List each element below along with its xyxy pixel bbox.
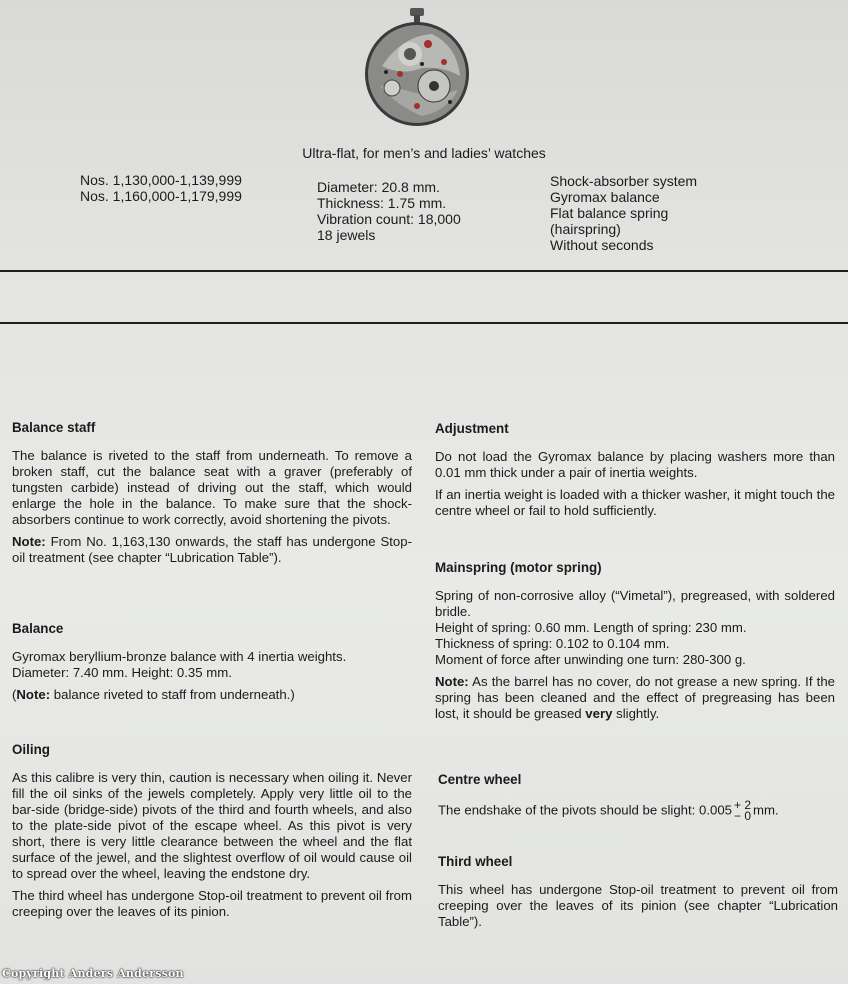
endshake-text: The endshake of the pivots should be slight: 0.005 <box>438 802 732 818</box>
adjustment-text-2: If an inertia weight is loaded with a thicker washer, it might touch the centre wheel or fail to hold sufficiently. <box>435 487 835 518</box>
feature-gyromax: Gyromax balance <box>550 189 660 205</box>
mainspring-line-3: Thickness of spring: 0.102 to 0.104 mm. <box>435 636 670 651</box>
heading-third-wheel: Third wheel <box>438 854 513 869</box>
movement-caption: Ultra-flat, for men’s and ladies’ watches <box>302 145 546 161</box>
divider-top <box>0 270 848 272</box>
note-label: Note: <box>435 674 469 689</box>
mainspring-line-1: Spring of non-corrosive alloy (“Vimetal”), pregreased, with soldered bridle. <box>435 588 835 619</box>
heading-mainspring: Mainspring (motor spring) <box>435 560 602 575</box>
divider-bottom <box>0 322 848 324</box>
tolerance-plus: + 2 <box>734 798 752 812</box>
movement-photo <box>362 6 472 131</box>
balance-note <box>12 687 412 703</box>
note-label: Note: <box>16 687 51 702</box>
feature-hairspring: (hairspring) <box>550 221 621 237</box>
feature-flat-spring: Flat balance spring <box>550 205 669 221</box>
balance-staff-note <box>12 534 412 566</box>
note-paren: ( <box>12 687 17 702</box>
oiling-text: As this calibre is very thin, caution is necessary when oiling it. Never fill the oil sinks of the jewels completely. Apply very little oil to the bar-side (bridge-side) pivots of the third and fourth wheels, and also to the plate-side pivot of the escape wheel. As this pivot is very short, there is very little clearance between the wheel and the flat surface of the jewel, and the slightest overflow of oil would cause oil to spread over the wheel, leaving the endstone dry. <box>12 770 412 881</box>
section-oiling <box>12 742 412 926</box>
note-text: From No. 1,163,130 onwards, the staff has undergone Stop-oil treatment (see chapter “Lubrication Table”). <box>12 534 412 565</box>
section-mainspring <box>435 560 835 728</box>
heading-oiling: Oiling <box>12 742 50 757</box>
heading-balance-staff: Balance staff <box>12 420 96 435</box>
third-wheel-text: This wheel has undergone Stop-oil treatment to prevent oil from creeping over the leaves of its pinion (see chapter “Lubrication Table”). <box>438 882 838 929</box>
note-text-pre: As the barrel has no cover, do not grease a new spring. If the spring has been cleaned and the effect of pregreasing has been lost, it should be greased <box>435 674 836 721</box>
note-text-emphasis: very <box>585 706 613 721</box>
section-balance-staff <box>12 420 412 572</box>
serial-range-1: Nos. 1,130,000-1,139,999 <box>80 172 242 188</box>
balance-staff-text: The balance is riveted to the staff from underneath. To remove a broken staff, cut the balance seat with a graver (preferably of tungsten carbide) instead of driving out the staff, which would enlarge the hole in the balance. To make sure that the shock-absorbers continue to work correctly, avoid shortening the pivots. <box>12 448 412 527</box>
feature-no-seconds: Without seconds <box>550 237 654 253</box>
mainspring-line-4: Moment of force after unwinding one turn: 280-300 g. <box>435 652 746 667</box>
balance-line-1: Gyromax beryllium-bronze balance with 4 inertia weights. <box>12 649 347 664</box>
serial-range-2: Nos. 1,160,000-1,179,999 <box>80 188 242 204</box>
feature-shock: Shock-absorber system <box>550 173 698 189</box>
section-adjustment <box>435 421 835 525</box>
feature-list <box>550 173 697 253</box>
tolerance-minus: − 0 <box>734 809 752 823</box>
tolerance <box>734 800 751 822</box>
section-balance <box>12 621 412 709</box>
note-text-post: slightly. <box>616 706 660 721</box>
adjustment-text-1: Do not load the Gyromax balance by placing washers more than 0.01 mm thick under a pair of inertia weights. <box>435 449 835 480</box>
copyright-watermark: Copyright Anders Andersson <box>2 967 184 980</box>
spec-jewels: 18 jewels <box>317 227 376 243</box>
heading-balance: Balance <box>12 621 64 636</box>
spec-thickness: Thickness: 1.75 mm. <box>317 195 447 211</box>
section-centre-wheel <box>438 772 838 828</box>
serial-numbers <box>80 172 242 204</box>
balance-line-2: Diameter: 7.40 mm. Height: 0.35 mm. <box>12 665 232 680</box>
dimension-specs <box>317 179 461 243</box>
spec-vibration: Vibration count: 18,000 <box>317 211 461 227</box>
heading-adjustment: Adjustment <box>435 421 509 436</box>
mainspring-line-2: Height of spring: 0.60 mm. Length of spring: 230 mm. <box>435 620 747 635</box>
note-text: balance riveted to staff from underneath.) <box>53 687 295 702</box>
section-third-wheel <box>438 854 838 936</box>
note-label: Note: <box>12 534 46 549</box>
heading-centre-wheel: Centre wheel <box>438 772 522 787</box>
endshake-unit: mm. <box>753 802 779 818</box>
spec-diameter: Diameter: 20.8 mm. <box>317 179 440 195</box>
centre-wheel-text <box>438 800 838 822</box>
mainspring-note <box>435 674 835 722</box>
oiling-note: The third wheel has undergone Stop-oil treatment to prevent oil from creeping over the leaves of its pinion. <box>12 888 412 919</box>
